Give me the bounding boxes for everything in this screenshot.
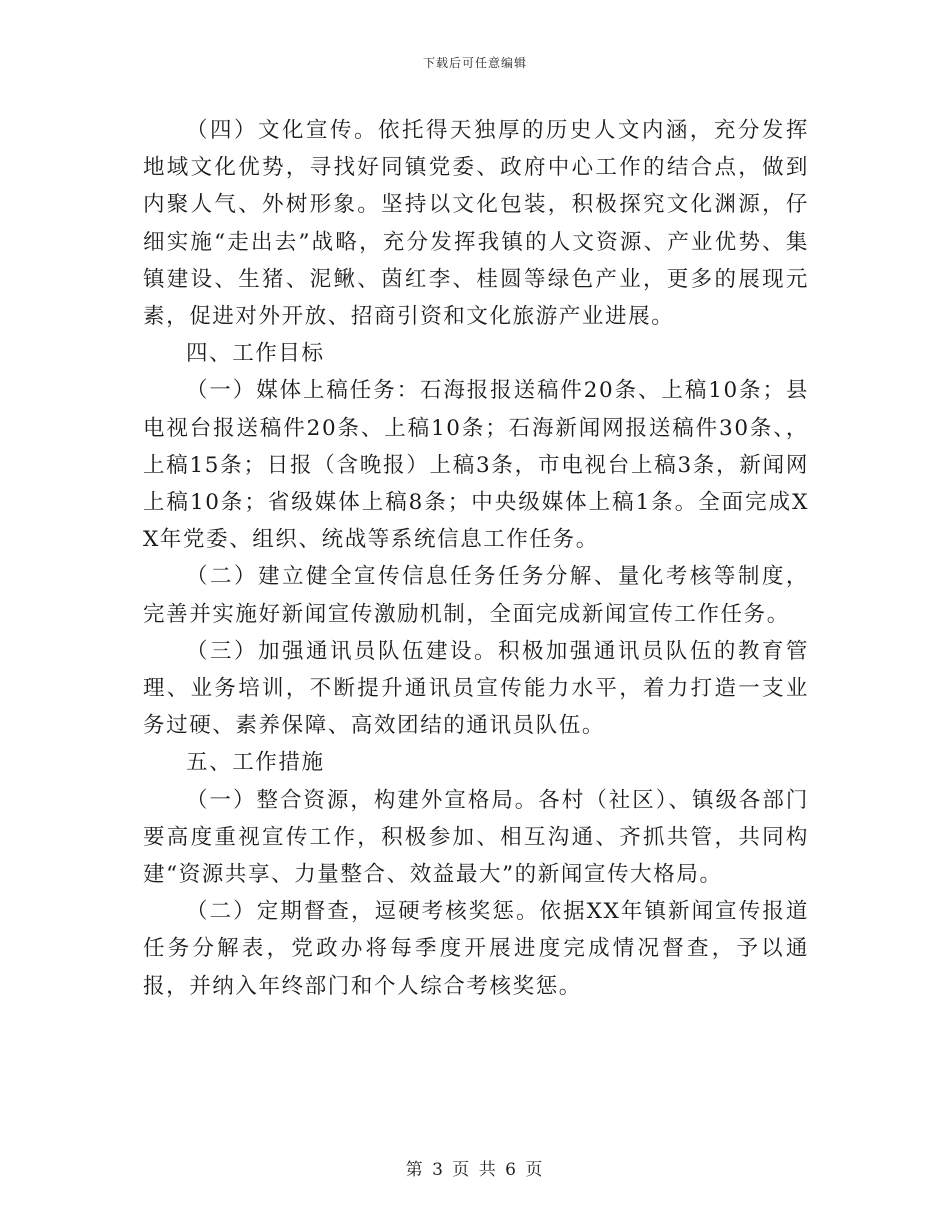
paragraph-media-tasks: （一）媒体上稿任务：石海报报送稿件20条、上稿10条；县电视台报送稿件20条、上稿10条；石海新闻网报送稿件30条、，上稿15条；日报（含晚报）上稿3条，市电视台上稿3条，新闻网上稿10条；省级媒体上稿8条；中央级媒体上稿1条。全面完成XX年党委、组织、统战等系统信息工作任务。 xyxy=(143,378,809,553)
paragraph-task-system: （二）建立健全宣传信息任务任务分解、量化考核等制度，完善并实施好新闻宣传激励机制，全面完成新闻宣传工作任务。 xyxy=(143,564,809,627)
section-heading-work-measures: 五、工作措施 xyxy=(186,750,325,776)
paragraph-correspondent-team: （三）加强通讯员队伍建设。积极加强通讯员队伍的教育管理、业务培训，不断提升通讯员宣传能力水平，着力打造一支业务过硬、素养保障、高效团结的通讯员队伍。 xyxy=(143,638,809,739)
paragraph-regular-inspection: （二）定期督查，逗硬考核奖惩。依据XX年镇新闻宣传报道任务分解表，党政办将每季度开展进度完成情况督查，予以通报，并纳入年终部门和个人综合考核奖惩。 xyxy=(143,899,809,999)
paragraph-culture-promotion: （四）文化宣传。依托得天独厚的历史人文内涵，充分发挥地域文化优势，寻找好同镇党委、政府中心工作的结合点，做到内聚人气、外树形象。坚持以文化包装，积极探究文化渊源，仔细实施“走出去”战略，充分发挥我镇的人文资源、产业优势、集镇建设、生猪、泥鳅、茵红李、桂圆等绿色产业，更多的展现元素，促进对外开放、招商引资和文化旅游产业进展。 xyxy=(143,118,809,330)
paragraph-integrate-resources: （一）整合资源，构建外宣格局。各村（社区）、镇级各部门要高度重视宣传工作，积极参加、相互沟通、齐抓共管，共同构建“资源共享、力量整合、效益最大”的新闻宣传大格局。 xyxy=(143,787,809,888)
page-header: 下载后可任意编辑 xyxy=(422,56,527,70)
page-number-footer: 第 3 页 共 6 页 xyxy=(405,1160,545,1180)
document-body xyxy=(143,112,809,1005)
section-heading-work-goals: 四、工作目标 xyxy=(186,341,325,367)
